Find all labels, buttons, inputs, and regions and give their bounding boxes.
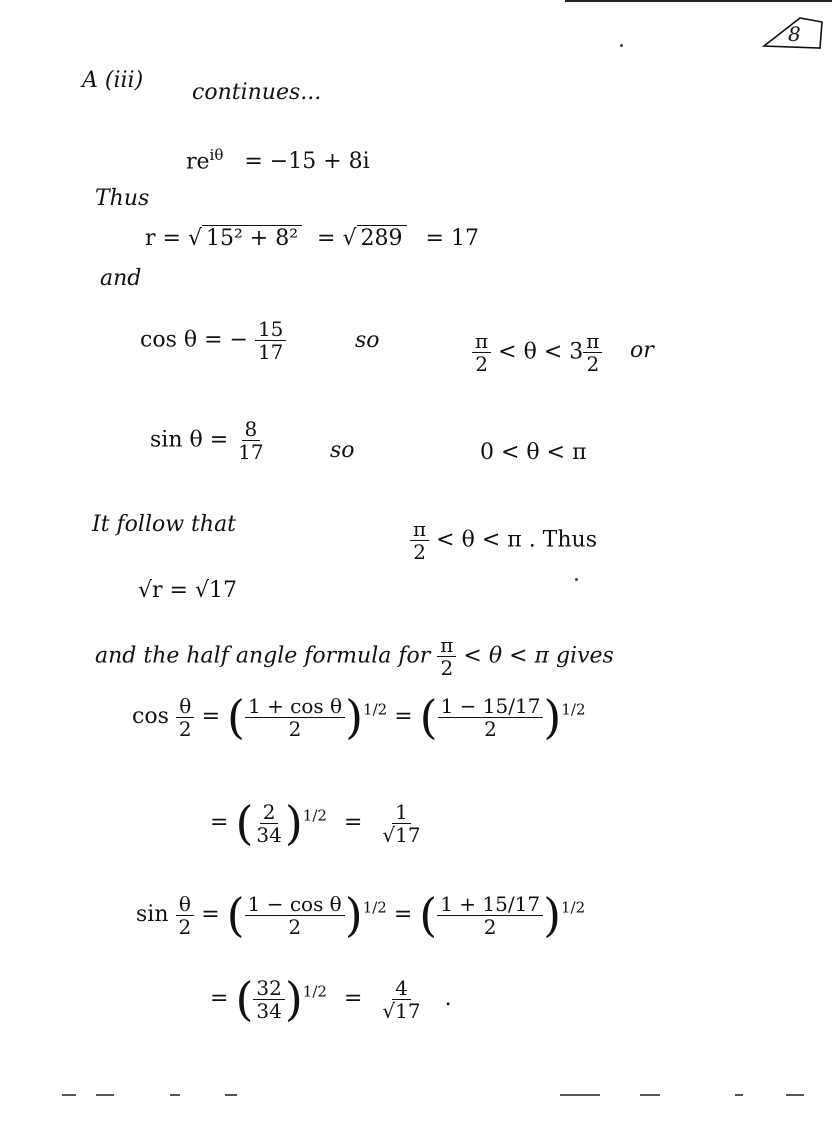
cos-range-frac-a bbox=[472, 330, 491, 375]
sin-half-fn: sin bbox=[136, 902, 169, 927]
cos-half-line bbox=[132, 690, 586, 744]
scan-dash bbox=[96, 1094, 114, 1096]
r-lhs: r = bbox=[145, 226, 181, 251]
scan-dash bbox=[560, 1094, 600, 1096]
left-paren-icon-5: ( bbox=[419, 888, 438, 942]
sqrt-r-lhs: √r bbox=[138, 578, 163, 603]
scan-speck bbox=[620, 44, 623, 47]
cos-half-arg-den: 2 bbox=[178, 716, 192, 741]
r-mid: = bbox=[317, 226, 336, 251]
follow-range bbox=[410, 518, 597, 563]
sin-half-line bbox=[136, 888, 586, 942]
sin-half-final-den: √17 bbox=[382, 998, 421, 1023]
sin-half-exp2: 1/2 bbox=[561, 898, 586, 917]
cos-half-r-num: 2 bbox=[260, 801, 279, 824]
cos-half-term2 bbox=[438, 695, 544, 740]
sin-half-result-line bbox=[210, 972, 452, 1026]
right-paren-icon: ) bbox=[345, 690, 364, 744]
scan-dash bbox=[640, 1094, 660, 1096]
cos-half-t2-num: 1 − 15/17 bbox=[438, 695, 544, 718]
sin-half-term2 bbox=[437, 893, 543, 938]
sin-lhs: sin θ = bbox=[150, 427, 229, 453]
section-heading: A (iii) bbox=[82, 68, 144, 93]
cos-half-term1 bbox=[245, 695, 345, 740]
scan-dash bbox=[170, 1094, 180, 1096]
page-number-badge bbox=[760, 14, 826, 52]
follow-den: 2 bbox=[413, 540, 426, 564]
cos-half-result-line bbox=[210, 796, 424, 850]
right-paren-icon-5: ) bbox=[543, 888, 562, 942]
thus-label: Thus bbox=[95, 186, 150, 211]
cos-half-final-den: √17 bbox=[382, 822, 421, 847]
cos-half-r-exp: 1/2 bbox=[302, 806, 327, 825]
cos-range-a-num: π bbox=[472, 330, 491, 353]
sin-half-t1-num: 1 − cos θ bbox=[245, 893, 345, 916]
sin-half-end: . bbox=[444, 986, 452, 1011]
heading-note: continues... bbox=[192, 80, 322, 105]
sin-half-final-num: 4 bbox=[392, 977, 411, 1000]
left-paren-icon-4: ( bbox=[226, 888, 245, 942]
cos-range-mid: < θ < 3 bbox=[498, 339, 584, 365]
sin-half-r-num: 32 bbox=[253, 977, 284, 1000]
cos-theta-line bbox=[140, 318, 286, 363]
cos-half-r-eq: = bbox=[210, 810, 229, 835]
sin-theta-line bbox=[150, 418, 267, 463]
left-paren-icon-6: ( bbox=[235, 972, 254, 1026]
cos-half-r-eq2: = bbox=[343, 810, 363, 835]
polar-equation bbox=[186, 142, 370, 175]
sin-half-final bbox=[379, 977, 423, 1022]
sin-half-exp1: 1/2 bbox=[362, 898, 387, 917]
page-number: 8 bbox=[788, 22, 801, 46]
cos-half-t1-num: 1 + cos θ bbox=[245, 695, 345, 718]
cos-half-r-frac bbox=[253, 801, 284, 846]
scan-dash bbox=[735, 1094, 743, 1096]
follow-num: π bbox=[410, 518, 429, 541]
scan-dash bbox=[62, 1094, 76, 1096]
left-paren-icon: ( bbox=[227, 690, 245, 744]
sqrt-icon-2: √ bbox=[342, 226, 357, 251]
half-angle-fraction bbox=[437, 634, 456, 679]
right-paren-icon-6: ) bbox=[284, 972, 303, 1026]
cos-half-final-num: 1 bbox=[392, 801, 411, 824]
cos-half-exp1: 1/2 bbox=[363, 700, 388, 719]
top-edge-line bbox=[565, 0, 832, 2]
sqrt-icon: √ bbox=[187, 226, 202, 251]
sin-half-r-exp: 1/2 bbox=[302, 982, 327, 1001]
sin-range: 0 < θ < π bbox=[480, 440, 587, 465]
cos-range-a-den: 2 bbox=[475, 352, 488, 376]
right-paren-icon-2: ) bbox=[543, 690, 562, 744]
cos-half-r-den: 34 bbox=[256, 822, 282, 847]
sin-half-r-den: 34 bbox=[256, 998, 282, 1023]
half-angle-range: < θ < π gives bbox=[463, 643, 614, 669]
cos-fraction bbox=[255, 318, 286, 363]
sin-half-arg bbox=[176, 893, 195, 938]
left-paren-icon-3: ( bbox=[235, 796, 254, 850]
sin-half-t2-num: 1 + 15/17 bbox=[437, 893, 543, 916]
sin-half-t2-den: 2 bbox=[483, 914, 497, 939]
cos-half-arg-num: θ bbox=[176, 695, 194, 718]
eq1-rhs: = −15 + 8i bbox=[244, 149, 370, 175]
cos-half-t2-den: 2 bbox=[484, 716, 497, 741]
eq1-lhs: re bbox=[186, 149, 210, 175]
sin-half-t1-den: 2 bbox=[288, 914, 302, 939]
cos-lhs: cos θ = − bbox=[140, 327, 248, 353]
follow-text: It follow that bbox=[92, 512, 237, 537]
half-angle-line bbox=[95, 634, 614, 679]
right-paren-icon-3: ) bbox=[284, 796, 303, 850]
scan-speck bbox=[575, 578, 578, 581]
modulus-line bbox=[145, 226, 479, 252]
sin-half-eq2: = bbox=[393, 902, 413, 927]
sin-den: 17 bbox=[238, 440, 264, 464]
sin-num: 8 bbox=[242, 418, 261, 441]
r-radicand-2: 289 bbox=[357, 225, 407, 251]
cos-half-fn: cos bbox=[132, 704, 169, 729]
sin-so: so bbox=[330, 438, 355, 463]
cos-range-b-den: 2 bbox=[586, 352, 600, 376]
cos-den: 17 bbox=[257, 340, 284, 364]
follow-range-text: < θ < π . Thus bbox=[436, 527, 597, 553]
and-label: and bbox=[100, 266, 142, 291]
cos-range-b-num: π bbox=[583, 330, 602, 353]
sin-fraction bbox=[235, 418, 266, 463]
cos-half-final bbox=[379, 801, 423, 846]
sin-half-eq: = bbox=[201, 902, 220, 927]
cos-range bbox=[472, 330, 602, 375]
cos-half-exp2: 1/2 bbox=[561, 700, 586, 719]
cos-half-arg bbox=[176, 695, 195, 740]
sin-half-r-eq2: = bbox=[343, 986, 363, 1011]
scan-dash bbox=[225, 1094, 237, 1096]
cos-half-t1-den: 2 bbox=[288, 716, 302, 741]
cos-range-frac-b bbox=[583, 330, 602, 375]
sin-half-r-frac bbox=[253, 977, 284, 1022]
cos-so: so bbox=[355, 328, 380, 353]
cos-half-eq: = bbox=[201, 704, 221, 729]
half-angle-den: 2 bbox=[440, 656, 454, 680]
left-paren-icon-2: ( bbox=[419, 690, 438, 744]
cos-half-eq2: = bbox=[394, 704, 413, 729]
cos-or: or bbox=[630, 338, 654, 363]
r-radicand: 15² + 8² bbox=[202, 225, 302, 251]
sin-half-arg-num: θ bbox=[176, 893, 194, 916]
sin-half-term1 bbox=[245, 893, 345, 938]
r-rhs: = 17 bbox=[425, 226, 479, 251]
sqrt-r-rhs: = √17 bbox=[169, 578, 237, 603]
sin-half-arg-den: 2 bbox=[178, 914, 192, 939]
half-angle-num: π bbox=[437, 634, 456, 657]
cos-num: 15 bbox=[255, 318, 286, 341]
sin-half-r-eq: = bbox=[210, 986, 229, 1011]
scan-dash bbox=[786, 1094, 804, 1096]
follow-fraction bbox=[410, 518, 429, 563]
half-angle-text: and the half angle formula for bbox=[95, 643, 431, 669]
sqrt-r-line bbox=[138, 578, 237, 604]
eq1-exponent: iθ bbox=[209, 146, 224, 164]
right-paren-icon-4: ) bbox=[344, 888, 363, 942]
